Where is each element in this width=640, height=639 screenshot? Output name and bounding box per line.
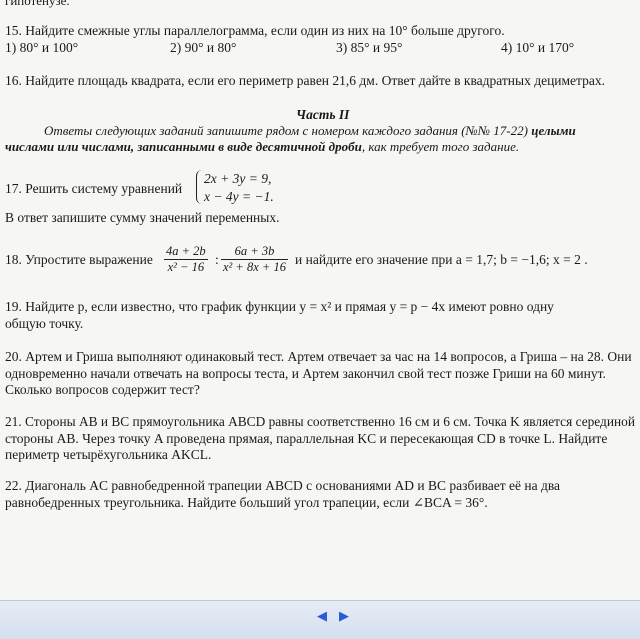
- q17-equation-2: x − 4y = −1.: [204, 189, 274, 204]
- q18-division-sign: :: [215, 252, 219, 267]
- q15-option-4: 4) 10° и 170°: [501, 40, 575, 55]
- part2-instr-1: Ответы следующих заданий запишите рядом с номером каждого задания (№№ 17-22): [44, 123, 532, 138]
- part2-instr-2: , как требует того задание.: [361, 139, 520, 154]
- q15-text: 15. Найдите смежные углы параллелограмма, если один из них на 10° больше другого.: [5, 23, 505, 38]
- q19-line2: общую точку.: [5, 316, 84, 331]
- viewer-toolbar: [0, 600, 640, 639]
- q17-answer-note: В ответ запишите сумму значений переменных.: [5, 210, 280, 225]
- part2-instructions-line1: [44, 123, 576, 139]
- next-page-icon[interactable]: ▶: [339, 609, 349, 624]
- q17-equation-1: 2x + 3y = 9,: [204, 171, 272, 186]
- system-brace: [196, 170, 203, 204]
- q22-line1: 22. Диагональ AC равнобедренной трапеции ABCD с основаниями AD и BC разбивает её на два: [5, 478, 561, 493]
- part2-instr-2-bold: числами или числами, записанными в виде десятичной дроби: [5, 139, 362, 154]
- q18-fraction-2: [221, 244, 288, 275]
- previous-page-icon[interactable]: ◀: [317, 609, 327, 624]
- q18-suffix: и найдите его значение при a = 1,7; b = −1,6; x = 2 .: [295, 252, 588, 267]
- q15-option-2: 2) 90° и 80°: [170, 40, 237, 55]
- q18-fraction-1-numerator: 4a + 2b: [166, 244, 206, 258]
- q15-option-3: 3) 85° и 95°: [336, 40, 403, 55]
- q21-line1: 21. Стороны AB и BC прямоугольника ABCD равны соответственно 16 см и 6 см. Точка K является серединой: [5, 414, 635, 429]
- q22-line2: равнобедренных треугольника. Найдите больший угол трапеции, если ∠BCA = 36°.: [5, 495, 488, 510]
- q21-line2: стороны AB. Через точку A проведена прямая, параллельная KC и пересекающая CD в точке L. Найдите: [5, 431, 608, 446]
- q16-text: 16. Найдите площадь квадрата, если его периметр равен 21,6 дм. Ответ дайте в квадратных дециметрах.: [5, 73, 605, 88]
- q18-fraction-1: [164, 244, 208, 275]
- q20-line2: одновременно начали отвечать на вопросы теста, и Артем закончил свой тест позже Гриши на 60 минут.: [5, 366, 606, 381]
- q21-line3: периметр четырёхугольника AKCL.: [5, 447, 212, 462]
- q18-fraction-2-numerator: 6a + 3b: [221, 244, 288, 260]
- part2-instructions-line2: [5, 139, 519, 155]
- q18-fraction-2-denominator: x² + 8x + 16: [223, 260, 286, 274]
- q19-line1: 19. Найдите p, если известно, что график функции y = x² и прямая y = p − 4x имеют ровно одну: [5, 299, 554, 314]
- part2-title: Часть II: [296, 107, 350, 122]
- q18-prefix: 18. Упростите выражение: [5, 252, 153, 267]
- top-fragment: гипотенузе.: [5, 0, 70, 8]
- q20-line3: Сколько вопросов содержит тест?: [5, 382, 200, 397]
- part2-instr-1-bold: целыми: [531, 123, 576, 138]
- q15-option-1: 1) 80° и 100°: [5, 40, 79, 55]
- q18-fraction-1-denominator: x² − 16: [167, 260, 205, 274]
- q17-prefix: 17. Решить систему уравнений: [5, 181, 183, 196]
- q20-line1: 20. Артем и Гриша выполняют одинаковый тест. Артем отвечает за час на 14 вопросов, а Гриша – на 28. Они: [5, 349, 632, 364]
